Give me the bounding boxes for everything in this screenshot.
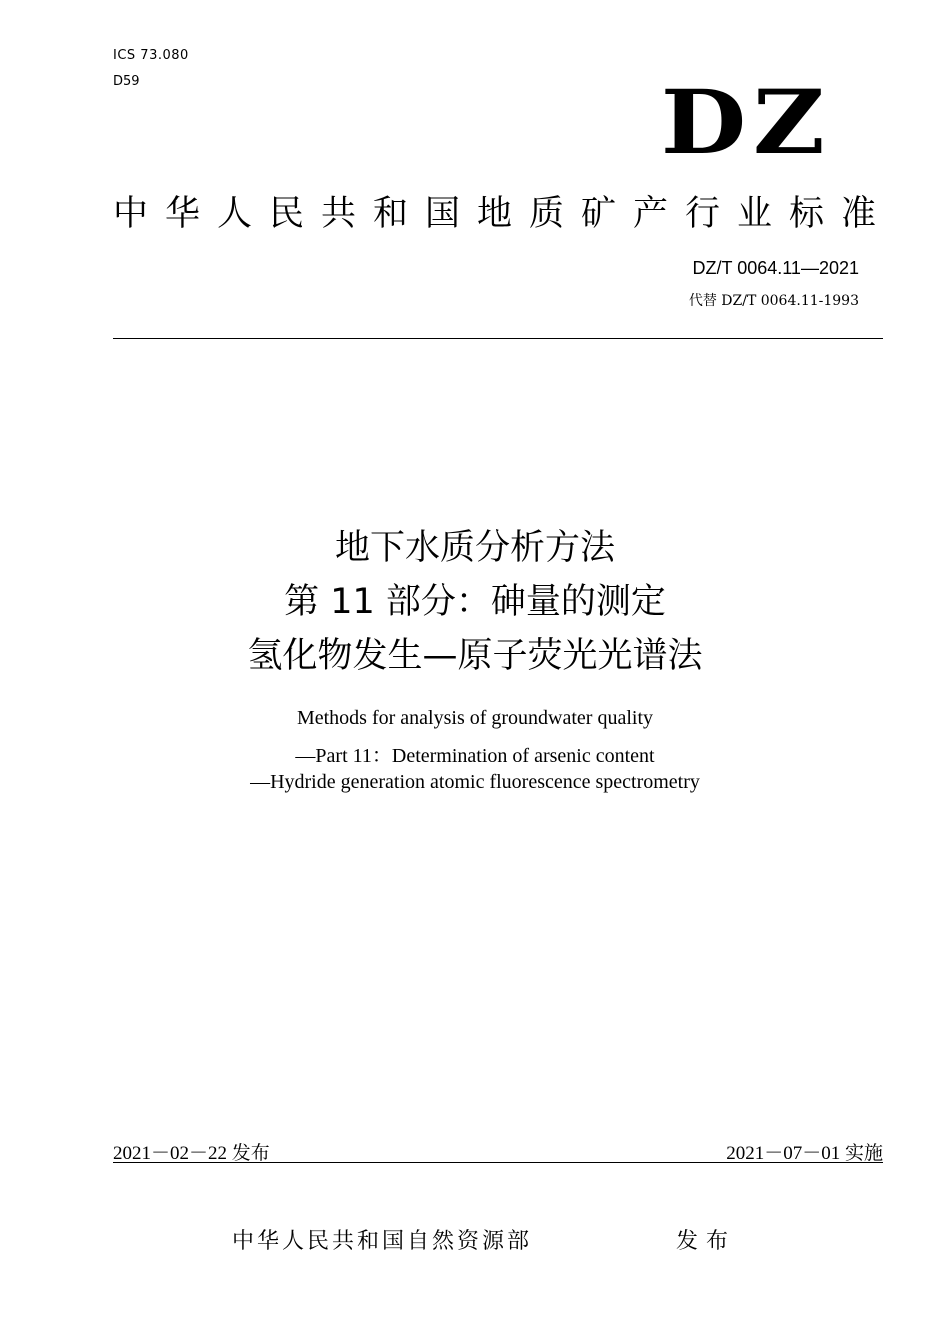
standard-number: DZ/T 0064.11—2021: [692, 258, 859, 278]
title-zh-line-3: 氢化物发生—原子荧光光谱法: [247, 636, 703, 676]
dz-logo: DZ: [661, 70, 832, 174]
title-en-line-2: —Part 11：Determination of arsenic content: [295, 745, 655, 767]
title-zh-line-2: 第 11 部分：砷量的测定: [284, 582, 666, 622]
title-zh-line-1: 地下水质分析方法: [334, 528, 615, 568]
publish-label: 发布: [676, 1229, 737, 1254]
issue-date: 2021－02－22 发布: [113, 1143, 270, 1164]
title-en-line-1: Methods for analysis of groundwater quality: [296, 707, 654, 729]
ics-code: ICS 73.080: [113, 48, 189, 63]
ccs-code: D59: [113, 74, 140, 89]
implementation-date: 2021－07－01 实施: [726, 1143, 883, 1164]
top-divider: [113, 338, 883, 339]
publisher-name: 中华人民共和国自然资源部: [232, 1229, 533, 1254]
standard-category-title: 中华人民共和国地质矿产行业标准: [113, 194, 894, 234]
title-en-line-3: —Hydride generation atomic fluorescence spectrometry: [250, 771, 700, 793]
bottom-divider: [113, 1162, 883, 1163]
replaces-standard: 代替 DZ/T 0064.11-1993: [688, 293, 859, 309]
